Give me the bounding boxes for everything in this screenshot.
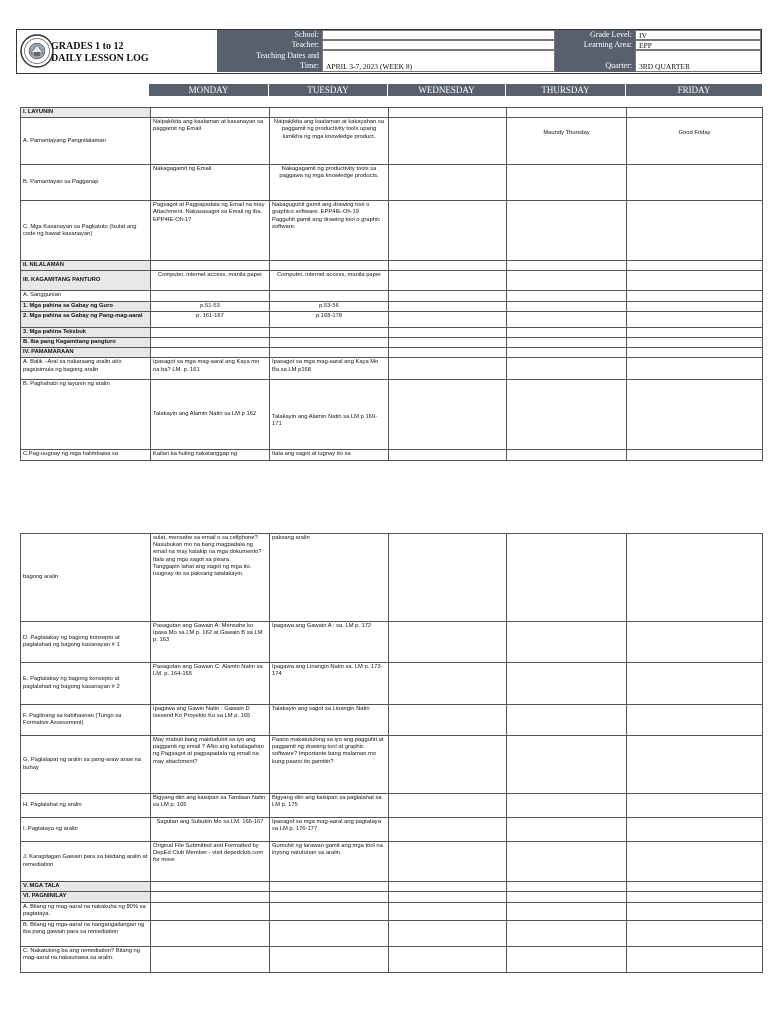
table-row xyxy=(21,818,763,842)
cell-friday-nilalaman[interactable] xyxy=(627,261,763,271)
cell-wednesday-tala[interactable] xyxy=(389,882,507,892)
cell-wednesday-reflection-a[interactable] xyxy=(389,903,507,921)
lesson-table-page-2 xyxy=(20,533,763,973)
cell-tuesday-a[interactable]: Naipakikita ang kaalaman at kakayahan sa paggamit ng productivity tools upang lumikha ng mga knowledge product. xyxy=(270,118,389,165)
cell-monday-reflection-b[interactable] xyxy=(151,921,270,947)
cell-tuesday-paglalahat[interactable]: Bigyang diin ang kaisipan sa paglalahat sa LM p. 175 xyxy=(270,794,389,818)
cell-empty xyxy=(389,892,507,903)
table-row xyxy=(21,947,763,973)
cell-wednesday-gabay-guro[interactable] xyxy=(389,301,507,311)
title-line-2: DAILY LESSON LOG xyxy=(51,53,149,64)
deped-seal-icon xyxy=(19,33,55,69)
cell-wednesday-c[interactable] xyxy=(389,201,507,261)
table-row xyxy=(21,450,763,460)
cell-empty xyxy=(151,892,270,903)
cell-monday-teksbuk[interactable] xyxy=(151,327,270,337)
cell-wednesday-paghahabi[interactable] xyxy=(389,380,507,450)
cell-monday-pagtalakay-1[interactable]: Pasagutan ang Gawain A: Mensahe ko Ipasa Mo sa LM p. 162 at Gawain B sa LM p. 163 xyxy=(151,622,270,663)
cell-monday-paglalapat[interactable]: May mabuti bang maidudulot sa iyo ang paggamit ng email ? ANo ang kahalagahan ng Pagsagot at pagpapadala ng email na may attachment? xyxy=(151,736,270,794)
cell-monday-reflection-c[interactable] xyxy=(151,947,270,973)
cell-friday-karagdagan[interactable] xyxy=(627,842,763,882)
row-label-kagamitan: III. KAGAMITANG PANTURO xyxy=(21,271,151,291)
table-row xyxy=(21,311,763,327)
grade-level-field[interactable]: IV xyxy=(635,30,761,40)
cell-wednesday-reflection-c[interactable] xyxy=(389,947,507,973)
quarter-label: Quarter: xyxy=(555,50,635,72)
cell-thursday-kagamitan[interactable] xyxy=(507,271,627,291)
row-label-pamantayan-sa-pagganap: B. Pamantayan sa Pagganap xyxy=(21,165,151,201)
cell-monday-gabay-guro[interactable]: p.51-53 xyxy=(151,301,270,311)
cell-wednesday-gabay-mag-aaral[interactable] xyxy=(389,311,507,327)
cell-friday-reflection-c[interactable] xyxy=(627,947,763,973)
grade-level-label: Grade Level: xyxy=(555,30,635,40)
cell-tuesday-kagamitan[interactable]: Computer, internet access, manila paper xyxy=(270,271,389,291)
cell-empty xyxy=(151,108,270,118)
cell-thursday-sanggunian[interactable] xyxy=(507,291,627,301)
cell-friday-b[interactable] xyxy=(627,165,763,201)
cell-thursday-iba-pang[interactable] xyxy=(507,338,627,348)
cell-empty xyxy=(151,348,270,358)
cell-tuesday-paglinang[interactable]: Talakayin ang sagot sa Linangin Natin xyxy=(270,705,389,736)
row-label-pagtalakay-2: E. Pagtalakay ng bagong konsepto at paglalahad ng bagong kasanayan # 2 xyxy=(21,663,151,705)
row-label-pagtataya: I. Pagtataya ng aralin xyxy=(21,818,151,842)
cell-friday-pagtataya[interactable] xyxy=(627,818,763,842)
cell-tuesday-pag-uugnay[interactable]: Itala ang sagot at iugnay ito sa xyxy=(270,450,389,460)
teacher-field[interactable] xyxy=(322,40,555,50)
cell-empty xyxy=(507,348,627,358)
cell-wednesday-pagtalakay-2[interactable] xyxy=(389,663,507,705)
row-label-reflection-c: C. Nakatulong ba ang remediation? Bilang ng mag-aaral na nakaunawa sa aralin. xyxy=(21,947,151,973)
cell-wednesday-pagtalakay-1[interactable] xyxy=(389,622,507,663)
cell-thursday-pagtataya[interactable] xyxy=(507,818,627,842)
cell-thursday-nilalaman[interactable] xyxy=(507,261,627,271)
cell-thursday-a[interactable]: Maundy Thursday xyxy=(507,118,627,165)
table-row xyxy=(21,794,763,818)
table-row xyxy=(21,903,763,921)
table-row xyxy=(21,892,763,903)
cell-wednesday-kagamitan[interactable] xyxy=(389,271,507,291)
cell-friday-gabay-guro[interactable] xyxy=(627,301,763,311)
learning-area-field[interactable]: EPP xyxy=(635,40,761,50)
row-label-pagninilay: VI. PAGNINILAY xyxy=(21,892,151,903)
form-title xyxy=(51,41,149,65)
cell-friday-paghahabi[interactable] xyxy=(627,380,763,450)
cell-friday-sanggunian[interactable] xyxy=(627,291,763,301)
row-label-gabay-mag-aaral: 2. Mga pahina sa Gabay ng Pang-mag-aaral xyxy=(21,311,151,327)
cell-tuesday-pagtalakay-1[interactable]: Ipagawa ang Gawain A : sa. LM p. 172 xyxy=(270,622,389,663)
cell-tuesday-paglalapat[interactable]: Paano makatutulong sa iyo ang pagguhit at paggamit ng drawing tool at graphic software? Importante bang malaman mo kung paano ito gamitin? xyxy=(270,736,389,794)
cell-tuesday-reflection-c[interactable] xyxy=(270,947,389,973)
cell-thursday-teksbuk[interactable] xyxy=(507,327,627,337)
cell-wednesday-paglalahat[interactable] xyxy=(389,794,507,818)
cell-tuesday-b[interactable]: Nakagagamit ng productivity tools sa paggawa ng mga knowledge products. xyxy=(270,165,389,201)
day-header-blank xyxy=(16,84,149,96)
cell-wednesday-a[interactable] xyxy=(389,118,507,165)
row-label-pamamaraan: IV. PAMAMARAAN xyxy=(21,348,151,358)
cell-thursday-pagtalakay-2[interactable] xyxy=(507,663,627,705)
table-row xyxy=(21,358,763,380)
cell-friday-iba-pang[interactable] xyxy=(627,338,763,348)
row-label-iba-pang-kagamitan: B. Iba pang Kagamitang pangturo xyxy=(21,338,151,348)
cell-monday-paglinang[interactable]: Ipagawa ang Gawin Natin : Gawain D Isesend Ko Proyekto Ko sa LM p. 165 xyxy=(151,705,270,736)
cell-empty xyxy=(270,892,389,903)
cell-empty xyxy=(507,108,627,118)
row-label-layunin: I. LAYUNIN xyxy=(21,108,151,118)
cell-tuesday-iba-pang[interactable] xyxy=(270,338,389,348)
school-label: School: xyxy=(217,30,322,40)
cell-tuesday-bagong-aralin[interactable]: paksang aralin xyxy=(270,534,389,622)
dates-label xyxy=(217,50,322,72)
cell-monday-gabay-mag-aaral[interactable]: p. 161-167 xyxy=(151,311,270,327)
table-row xyxy=(21,261,763,271)
table-row xyxy=(21,622,763,663)
table-row xyxy=(21,534,763,622)
cell-monday-pag-uugnay[interactable]: Kailan ka huling nakatanggap ng xyxy=(151,450,270,460)
teacher-label: Teacher: xyxy=(217,40,322,50)
day-thursday: THURSDAY xyxy=(506,84,626,96)
cell-friday-reflection-b[interactable] xyxy=(627,921,763,947)
cell-friday-paglalapat[interactable] xyxy=(627,736,763,794)
cell-monday-pagtataya[interactable]: Sagutan ang Subukin Mo sa LM. 166-167 xyxy=(151,818,270,842)
cell-thursday-reflection-a[interactable] xyxy=(507,903,627,921)
cell-thursday-gabay-guro[interactable] xyxy=(507,301,627,311)
table-row xyxy=(21,736,763,794)
cell-thursday-karagdagan[interactable] xyxy=(507,842,627,882)
cell-tuesday-paghahabi[interactable]: Talakayin ang Alamin Natin sa LM p 169-171 xyxy=(270,380,389,450)
table-row xyxy=(21,842,763,882)
cell-friday-paglinang[interactable] xyxy=(627,705,763,736)
cell-thursday-balik-aral[interactable] xyxy=(507,358,627,380)
cell-tuesday-gabay-guro[interactable]: p.53-56 xyxy=(270,301,389,311)
row-label-mga-tala: V. MGA TALA xyxy=(21,882,151,892)
cell-monday-b[interactable]: Nakagagamit ng Email xyxy=(151,165,270,201)
table-row xyxy=(21,705,763,736)
cell-monday-reflection-a[interactable] xyxy=(151,903,270,921)
cell-friday-teksbuk[interactable] xyxy=(627,327,763,337)
row-label-pamantayang-pangnilalaman: A. Pamantayang Pangnilalaman xyxy=(21,118,151,165)
cell-wednesday-nilalaman[interactable] xyxy=(389,261,507,271)
row-label-reflection-b: B. Bilang ng mga-aaral na nangangailangan ng iba pang gawain para sa remediation xyxy=(21,921,151,947)
day-monday: MONDAY xyxy=(149,84,269,96)
cell-empty xyxy=(389,108,507,118)
cell-wednesday-paglinang[interactable] xyxy=(389,705,507,736)
row-label-pag-uugnay: C.Pag-uugnay ng mga halimbawa sa xyxy=(21,450,151,460)
row-label-nilalaman: II. NILALAMAN xyxy=(21,261,151,271)
table-row xyxy=(21,301,763,311)
cell-wednesday-pagtataya[interactable] xyxy=(389,818,507,842)
cell-thursday-pagtalakay-1[interactable] xyxy=(507,622,627,663)
cell-monday-nilalaman[interactable] xyxy=(151,261,270,271)
cell-thursday-reflection-b[interactable] xyxy=(507,921,627,947)
table-row xyxy=(21,165,763,201)
table-row xyxy=(21,201,763,261)
cell-wednesday-sanggunian[interactable] xyxy=(389,291,507,301)
cell-thursday-reflection-c[interactable] xyxy=(507,947,627,973)
cell-monday-sanggunian[interactable] xyxy=(151,291,270,301)
cell-monday-karagdagan[interactable]: Original File Submitted and Formatted by DepEd Club Member - visit depedclub.com for more xyxy=(151,842,270,882)
row-label-paghahabi: B. Paghahabi ng layunin ng aralin xyxy=(21,380,151,450)
cell-tuesday-reflection-b[interactable] xyxy=(270,921,389,947)
table-row xyxy=(21,348,763,358)
title-line-1: GRADES 1 to 12 xyxy=(51,41,124,52)
table-row xyxy=(21,921,763,947)
cell-friday-balik-aral[interactable] xyxy=(627,358,763,380)
cell-monday-a[interactable]: Naipakikita ang kaalaman at kasanayan sa paggamit ng Email xyxy=(151,118,270,165)
cell-monday-kagamitan[interactable]: Computer, internet access, manila paper xyxy=(151,271,270,291)
cell-thursday-bagong-aralin[interactable] xyxy=(507,534,627,622)
cell-friday-tala[interactable] xyxy=(627,882,763,892)
cell-thursday-tala[interactable] xyxy=(507,882,627,892)
row-label-paglalahat: H. Paglalahat ng aralin xyxy=(21,794,151,818)
cell-tuesday-gabay-mag-aaral[interactable]: p.168-178 xyxy=(270,311,389,327)
cell-tuesday-reflection-a[interactable] xyxy=(270,903,389,921)
cell-thursday-c[interactable] xyxy=(507,201,627,261)
cell-friday-reflection-a[interactable] xyxy=(627,903,763,921)
cell-monday-paghahabi[interactable]: Talakayin ang Alamin Natin sa LM p 162 xyxy=(151,380,270,450)
table-row xyxy=(21,327,763,337)
cell-tuesday-tala[interactable] xyxy=(270,882,389,892)
cell-friday-bagong-aralin[interactable] xyxy=(627,534,763,622)
day-wednesday: WEDNESDAY xyxy=(388,84,506,96)
table-row xyxy=(21,108,763,118)
cell-empty xyxy=(389,348,507,358)
row-label-reflection-a: A. Bilang ng mag-aaral na nakakuha ng 80% sa pagtataya. xyxy=(21,903,151,921)
cell-wednesday-paglalapat[interactable] xyxy=(389,736,507,794)
table-row xyxy=(21,380,763,450)
cell-wednesday-balik-aral[interactable] xyxy=(389,358,507,380)
cell-tuesday-karagdagan[interactable]: Gumuhit ng larawan gamit ang mga tool na inyong natutunan sa aralin. xyxy=(270,842,389,882)
dates-label-line-1: Teaching Dates and xyxy=(256,51,319,60)
cell-empty xyxy=(270,348,389,358)
cell-friday-pagtalakay-2[interactable] xyxy=(627,663,763,705)
cell-wednesday-pag-uugnay[interactable] xyxy=(389,450,507,460)
cell-monday-iba-pang[interactable] xyxy=(151,338,270,348)
dates-label-line-2: Time: xyxy=(300,61,319,70)
lesson-table-page-1 xyxy=(20,107,763,461)
cell-thursday-b[interactable] xyxy=(507,165,627,201)
row-label-sanggunian: A. Sanggunian xyxy=(21,291,151,301)
cell-friday-pagtalakay-1[interactable] xyxy=(627,622,763,663)
cell-monday-pagtalakay-2[interactable]: Pasagutan ang Gawain C: Alamin Natin sa LM. p. 164-165 xyxy=(151,663,270,705)
cell-tuesday-teksbuk[interactable] xyxy=(270,327,389,337)
cell-thursday-paglalahat[interactable] xyxy=(507,794,627,818)
cell-tuesday-balik-aral[interactable]: Ipasagot sa mga mag-aaral ang Kaya Mo Ba sa LM p168 xyxy=(270,358,389,380)
row-label-paglalapat: G. Paglalapat ng aralin sa pang-araw araw na buhay xyxy=(21,736,151,794)
cell-empty xyxy=(270,108,389,118)
cell-friday-kagamitan[interactable] xyxy=(627,271,763,291)
cell-monday-bagong-aralin[interactable]: sulat, mensahe sa email o sa cellphone? Nasubukan mo na bang magpadala ng email na may kalakip na mga dokumento? Itala ang mga sagot sa pisara. Tanggapin lahat ang sagot ng mga ito. Iuugnay ito sa paksang tatalakayin. xyxy=(151,534,270,622)
cell-monday-c[interactable]: Pagsagot at Pagpapadala ng Email na may Attachment. Nakasasagot sa Email ng iba. EPP4IE-Oh-17 xyxy=(151,201,270,261)
cell-thursday-paghahabi[interactable] xyxy=(507,380,627,450)
row-label-gabay-guro: 1. Mga pahina sa Gabay ng Guro xyxy=(21,301,151,311)
table-row xyxy=(21,882,763,892)
cell-wednesday-karagdagan[interactable] xyxy=(389,842,507,882)
table-row xyxy=(21,271,763,291)
table-row xyxy=(21,118,763,165)
row-label-bagong-aralin: bagong aralin xyxy=(21,534,151,622)
row-label-karagdagan: J. Karagdagan Gawain para sa takdang aralin at remediation xyxy=(21,842,151,882)
cell-tuesday-c[interactable]: Nakaguguhit gamit ang drawing tool o graphics software. EPP4IE-Oh-19 Pagguhit gamit ang drawing tool o graphic software. xyxy=(270,201,389,261)
cell-empty xyxy=(627,892,763,903)
row-label-teksbuk: 3. Mga pahina Teksbuk xyxy=(21,327,151,337)
cell-thursday-paglinang[interactable] xyxy=(507,705,627,736)
day-header-row xyxy=(16,84,762,96)
header-block xyxy=(16,29,762,74)
cell-tuesday-sanggunian[interactable] xyxy=(270,291,389,301)
cell-tuesday-pagtataya[interactable]: Ipasagot sa mga mag-aaral ang pagtataya sa LM p. 176-177 xyxy=(270,818,389,842)
cell-monday-tala[interactable] xyxy=(151,882,270,892)
day-tuesday: TUESDAY xyxy=(269,84,388,96)
row-label-mga-kasanayan: C. Mga Kasanayan sa Pagkatuto (Isulat ang code ng bawat kasanayan) xyxy=(21,201,151,261)
cell-thursday-paglalapat[interactable] xyxy=(507,736,627,794)
cell-friday-paglalahat[interactable] xyxy=(627,794,763,818)
cell-empty xyxy=(507,892,627,903)
quarter-field[interactable]: 3RD QUARTER xyxy=(635,50,761,72)
cell-wednesday-teksbuk[interactable] xyxy=(389,327,507,337)
table-row xyxy=(21,291,763,301)
cell-friday-a[interactable]: Good Friday xyxy=(627,118,763,165)
table-row xyxy=(21,663,763,705)
cell-thursday-gabay-mag-aaral[interactable] xyxy=(507,311,627,327)
day-friday: FRIDAY xyxy=(626,84,762,96)
cell-wednesday-b[interactable] xyxy=(389,165,507,201)
cell-wednesday-iba-pang[interactable] xyxy=(389,338,507,348)
cell-friday-gabay-mag-aaral[interactable] xyxy=(627,311,763,327)
cell-tuesday-pagtalakay-2[interactable]: Ipagawa ang Linangin Natin sa. LM p. 173-174 xyxy=(270,663,389,705)
cell-wednesday-reflection-b[interactable] xyxy=(389,921,507,947)
learning-area-label: Learning Area: xyxy=(555,40,635,50)
table-row xyxy=(21,338,763,348)
cell-empty xyxy=(627,108,763,118)
cell-thursday-pag-uugnay[interactable] xyxy=(507,450,627,460)
row-label-balik-aral: A. Balik –Aral sa nakaraang aralin at/o pagsisimula ng bagong aralin xyxy=(21,358,151,380)
cell-empty xyxy=(627,348,763,358)
cell-friday-pag-uugnay[interactable] xyxy=(627,450,763,460)
row-label-pagtalakay-1: D. Pagtalakay ng bagong konsepto at paglalahad ng bagong kasanayan # 1 xyxy=(21,622,151,663)
school-field[interactable] xyxy=(322,30,555,40)
cell-monday-balik-aral[interactable]: Ipasagot sa mga mag-aaral ang Kaya mo na ba? LM. p. 161 xyxy=(151,358,270,380)
cell-wednesday-bagong-aralin[interactable] xyxy=(389,534,507,622)
row-label-paglinang: F. Paglinang sa kabihasnan (Tungo sa Formative Assessment) xyxy=(21,705,151,736)
dates-field[interactable]: APRIL 3-7, 2023 (WEEK 8) xyxy=(322,50,555,72)
cell-monday-paglalahat[interactable]: Bigyang diin ang kaisipan sa Tandaan Natin sa LM p. 165 xyxy=(151,794,270,818)
cell-tuesday-nilalaman[interactable] xyxy=(270,261,389,271)
cell-friday-c[interactable] xyxy=(627,201,763,261)
